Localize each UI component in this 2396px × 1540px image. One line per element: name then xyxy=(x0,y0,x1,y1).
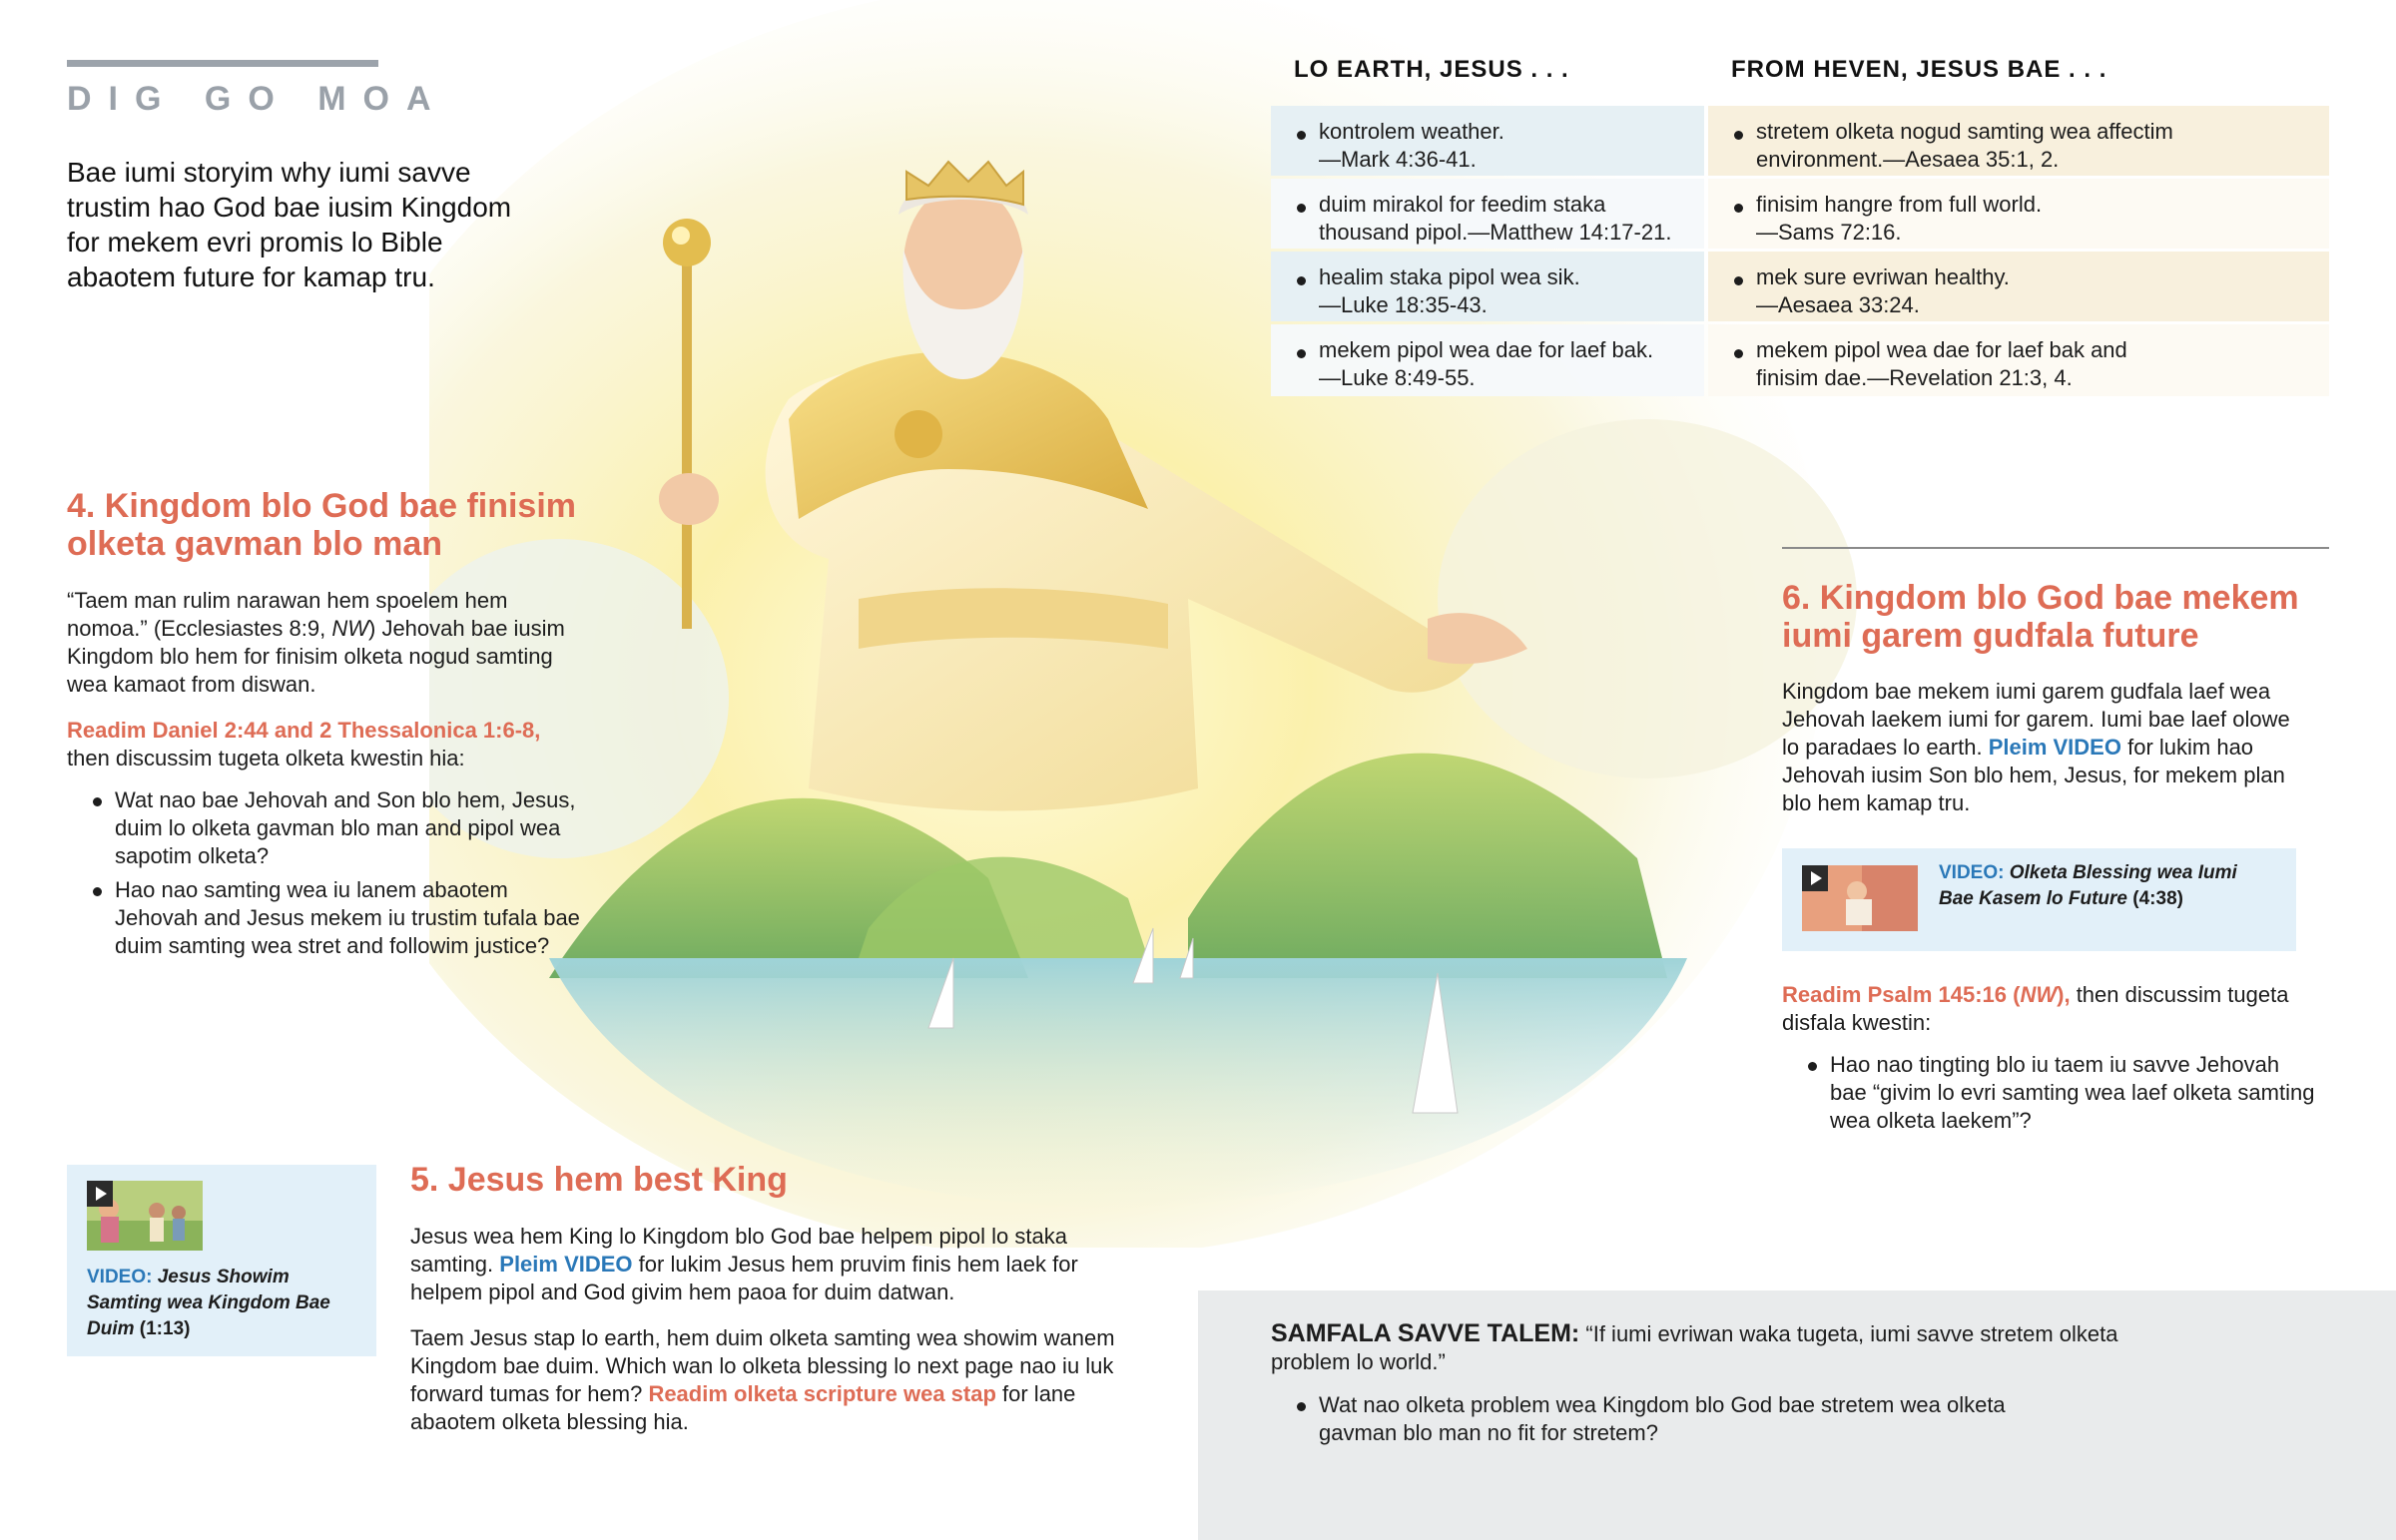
bullet-dot xyxy=(1734,349,1743,358)
section-4-read-instruction xyxy=(67,717,586,772)
bullet-dot xyxy=(93,797,102,806)
table-cell-right xyxy=(1708,324,2329,396)
bullet-dot xyxy=(1297,204,1306,213)
video-caption xyxy=(87,1265,356,1342)
cell-line: finisim hangre from full world. xyxy=(1756,192,2043,217)
table-right-header: FROM HEVEN, JESUS BAE . . . xyxy=(1731,56,2107,83)
bullet-dot xyxy=(1297,1402,1306,1411)
question-text: Hao nao samting wea iu lanem abaotem Jehovah and Jesus mekem iu trustim tufala bae duim samting wea stret and followim justice? xyxy=(115,877,580,958)
cell-line: mekem pipol wea dae for laef bak and xyxy=(1756,337,2127,362)
heading-line: 4. Kingdom blo God bae finisim xyxy=(67,487,577,525)
cell-line: —Sams 72:16. xyxy=(1756,220,1902,245)
section-6-question xyxy=(1782,1051,2321,1135)
question-item xyxy=(67,786,586,870)
video-label: VIDEO: xyxy=(87,1267,153,1287)
text: for lukim hao Jehovah iusim Son blo hem, Jesus, for mekem plan blo hem kamap tru. xyxy=(1782,735,2285,815)
section-4-paragraph xyxy=(67,587,576,699)
text: then discussim tugeta olketa kwestin hia: xyxy=(67,746,465,770)
video-caption xyxy=(1939,860,2278,912)
text: for lukim Jesus hem pruvim finis hem laek for helpem pipol and God givim hem paoa for duim datwan. xyxy=(410,1252,1078,1304)
cell-line: thousand pipol.—Matthew 14:17-21. xyxy=(1319,220,1672,245)
play-video-link[interactable]: Pleim VIDEO xyxy=(1988,735,2121,760)
section-6-heading xyxy=(1782,579,2381,655)
bullet-dot xyxy=(1734,204,1743,213)
quote-text: “If iumi evriwan waka tugeta, iumi savve stretem olketa problem lo world.” xyxy=(1271,1321,2118,1374)
link-text: Readim Psalm 145:16 ( xyxy=(1782,982,2021,1007)
cell-line: —Luke 18:35-43. xyxy=(1319,292,1488,317)
scripture-link[interactable]: Readim Daniel 2:44 and 2 Thessalonica 1:6-8, xyxy=(67,718,541,743)
play-icon[interactable] xyxy=(87,1181,113,1207)
cell-line: stretem olketa nogud samting wea affectim xyxy=(1756,119,2173,144)
intro-paragraph: Bae iumi storyim why iumi savve trustim hao God bae iusim Kingdom for mekem evri promis lo Bible abaotem future for kamap tru. xyxy=(67,157,512,292)
text: Taem Jesus stap lo earth, hem duim olketa samting wea showim wanem Kingdom bae duim. Which wan lo olketa blessing lo next page nao iu luk forward tumas for hem? xyxy=(410,1325,1115,1406)
section-4-questions xyxy=(67,786,586,960)
section-4-heading xyxy=(67,487,606,563)
text: ) Jehovah bae iusim Kingdom blo hem for finisim olketa nogud samting wea kamaot from diswan. xyxy=(67,616,565,697)
table-cell-right xyxy=(1708,252,2329,321)
bullet-dot xyxy=(1734,276,1743,285)
scripture-link[interactable]: Readim olketa scripture wea stap xyxy=(648,1381,996,1406)
bullet-dot xyxy=(1297,276,1306,285)
bullet-dot xyxy=(1734,131,1743,140)
section-6-paragraph xyxy=(1782,678,2311,817)
question-text: Wat nao bae Jehovah and Son blo hem, Jesus, duim lo olketa gavman blo man and pipol wea sapotim olketa? xyxy=(115,787,576,868)
video-card-blessings[interactable] xyxy=(1782,848,2296,951)
section-5-heading: 5. Jesus hem best King xyxy=(410,1161,788,1199)
text: Jesus wea hem King lo Kingdom blo God bae helpem pipol lo staka samting. xyxy=(410,1224,1067,1277)
question-item xyxy=(67,876,586,960)
cell-line: mek sure evriwan healthy. xyxy=(1756,264,2010,289)
bullet-dot xyxy=(1808,1062,1817,1071)
table-left-header: LO EARTH, JESUS . . . xyxy=(1294,56,1569,83)
video-title: Samting wea Kingdom Bae xyxy=(87,1292,330,1313)
link-text: ), xyxy=(2057,982,2071,1007)
video-title: Jesus Showim xyxy=(157,1267,290,1287)
cell-line: —Mark 4:36-41. xyxy=(1319,147,1477,172)
question-text: Hao nao tingting blo iu taem iu savve Jehovah bae “givim lo evri samting wea laef olketa samting wea olketa laekem”? xyxy=(1830,1052,2315,1133)
text: “Taem man rulim narawan hem spoelem hem nomoa.” (Ecclesiastes 8:9, xyxy=(67,588,508,641)
header-rule xyxy=(67,60,378,67)
video-duration: (1:13) xyxy=(139,1318,191,1339)
cell-line: duim mirakol for feedim staka xyxy=(1319,192,1606,217)
section-5-paragraph-1 xyxy=(410,1223,1119,1306)
section-divider xyxy=(1782,547,2329,549)
text: Kingdom bae mekem iumi garem gudfala laef wea Jehovah laekem iumi for garem. Iumi bae laef olowe lo paradaes lo earth. xyxy=(1782,679,2290,760)
table-cell-left xyxy=(1271,106,1704,176)
question-item xyxy=(1782,1051,2321,1135)
bullet-dot xyxy=(1297,349,1306,358)
section-title: DIG GO MOA xyxy=(67,80,448,118)
table-cell-left xyxy=(1271,324,1704,396)
section-5-paragraph-2 xyxy=(410,1324,1119,1436)
footer-question xyxy=(1271,1391,2070,1447)
text: for lane abaotem olketa blessing hia. xyxy=(410,1381,1076,1434)
video-duration: (4:38) xyxy=(2132,888,2183,909)
cell-line: mekem pipol wea dae for laef bak. xyxy=(1319,337,1654,362)
video-title: Olketa Blessing wea Iumi xyxy=(2009,862,2237,883)
table-cell-left xyxy=(1271,252,1704,321)
video-label: VIDEO: xyxy=(1939,862,2005,883)
video-title: Duim xyxy=(87,1318,135,1339)
video-title: Bae Kasem lo Future xyxy=(1939,888,2127,909)
question-item xyxy=(1271,1391,2070,1447)
table-cell-left xyxy=(1271,179,1704,249)
text: then discussim tugeta disfala kwestin: xyxy=(1782,982,2289,1035)
cell-line: —Aesaea 33:24. xyxy=(1756,292,1920,317)
scripture-link[interactable] xyxy=(1782,982,2071,1007)
cell-line: —Luke 8:49-55. xyxy=(1319,365,1476,390)
nw-abbrev: NW xyxy=(331,616,368,641)
table-cell-right xyxy=(1708,106,2329,176)
cell-line: kontrolem weather. xyxy=(1319,119,1504,144)
footer-quote xyxy=(1271,1319,2119,1376)
cell-line: environment.—Aesaea 35:1, 2. xyxy=(1756,147,2060,172)
section-6-read-instruction xyxy=(1782,981,2321,1037)
heading-line: iumi garem gudfala future xyxy=(1782,617,2199,655)
cell-line: finisim dae.—Revelation 21:3, 4. xyxy=(1756,365,2073,390)
footer-label: SAMFALA SAVVE TALEM: xyxy=(1271,1319,1580,1347)
table-cell-right xyxy=(1708,179,2329,249)
play-video-link[interactable]: Pleim VIDEO xyxy=(499,1252,633,1277)
video-card-jesus[interactable] xyxy=(67,1165,376,1356)
heading-line: olketa gavman blo man xyxy=(67,525,442,563)
play-icon[interactable] xyxy=(1802,865,1828,891)
cell-line: healim staka pipol wea sik. xyxy=(1319,264,1580,289)
nw-abbrev: NW xyxy=(2020,982,2058,1007)
bullet-dot xyxy=(93,887,102,896)
heading-line: 6. Kingdom blo God bae mekem xyxy=(1782,579,2299,617)
bullet-dot xyxy=(1297,131,1306,140)
question-text: Wat nao olketa problem wea Kingdom blo God bae stretem wea olketa gavman blo man no fit for stretem? xyxy=(1319,1392,2006,1445)
